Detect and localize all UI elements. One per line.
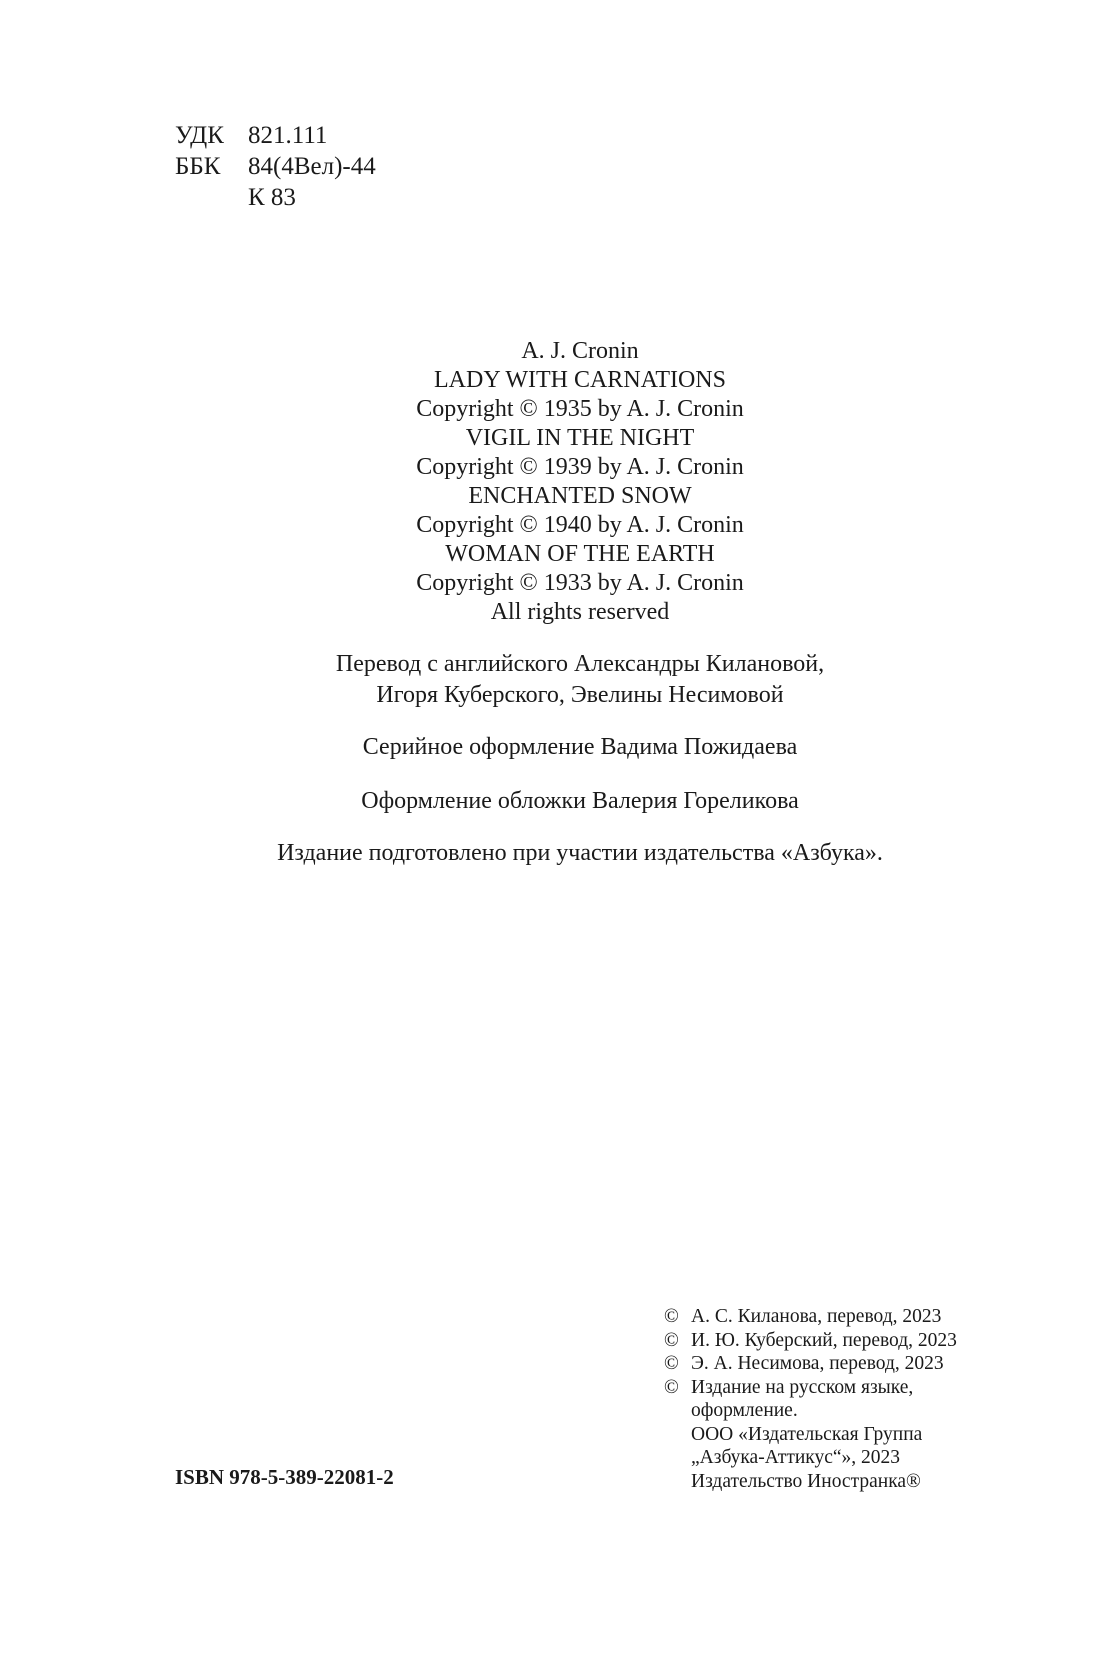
translation-credit	[0, 649, 1100, 711]
original-copyright-block	[0, 337, 1100, 627]
publisher-note	[0, 838, 1100, 868]
copyright-notes	[664, 1305, 957, 1493]
udk-value: 821.111	[248, 122, 328, 149]
translation-credit-line2: Игоря Куберского, Эвелины Несимовой	[376, 682, 784, 708]
udk-label: УДК	[175, 122, 224, 149]
bbk-label: ББК	[175, 153, 221, 180]
copyright-note-continuation: „Азбука-Аттикус“», 2023	[691, 1447, 901, 1468]
copyright-note	[664, 1352, 957, 1376]
copyright-note-continuation: оформление.	[691, 1400, 798, 1421]
work-copyright-notice: Copyright © 1940 by A. J. Cronin	[416, 512, 744, 538]
copyright-symbol: ©	[664, 1376, 679, 1398]
work-copyright-notice: Copyright © 1939 by A. J. Cronin	[416, 454, 744, 480]
copyright-note-text: Издание на русском языке,	[691, 1376, 914, 1398]
copyright-symbol: ©	[664, 1329, 679, 1351]
copyright-note	[664, 1376, 957, 1400]
copyright-note-continuation: ООО «Издательская Группа	[691, 1423, 923, 1445]
copyright-note-text: Э. А. Несимова, перевод, 2023	[691, 1353, 944, 1374]
work-title: ENCHANTED SNOW	[468, 483, 692, 509]
cover-design-text: Оформление обложки Валерия Гореликова	[361, 788, 799, 814]
original-author: A. J. Cronin	[521, 338, 639, 364]
copyright-note	[664, 1329, 957, 1353]
copyright-note-text: И. Ю. Куберский, перевод, 2023	[691, 1329, 957, 1351]
work-copyright-notice: Copyright © 1935 by A. J. Cronin	[416, 396, 744, 422]
work-title: WOMAN OF THE EARTH	[445, 541, 715, 567]
copyright-note-continuation: Издательство Иностранка®	[691, 1470, 921, 1492]
author-mark-row	[175, 182, 376, 213]
copyright-note	[664, 1305, 957, 1329]
publisher-note-text: Издание подготовлено при участии издательства «Азбука».	[277, 840, 883, 866]
copyright-note-text: А. С. Киланова, перевод, 2023	[691, 1306, 942, 1327]
author-mark: К 83	[248, 184, 296, 211]
series-design-text: Серийное оформление Вадима Пожидаева	[362, 734, 798, 760]
work-title: LADY WITH CARNATIONS	[434, 367, 726, 393]
copyright-symbol: ©	[664, 1353, 679, 1374]
bbk-value: 84(4Вел)-44	[248, 153, 376, 180]
work-copyright-notice: Copyright © 1933 by A. J. Cronin	[416, 570, 744, 596]
series-design-credit	[0, 732, 1100, 762]
rights-reserved: All rights reserved	[490, 599, 670, 625]
isbn: ISBN 978-5-389-22081-2	[175, 1465, 394, 1489]
copyright-symbol: ©	[664, 1306, 679, 1327]
work-title: VIGIL IN THE NIGHT	[465, 425, 695, 451]
classification-block	[175, 120, 376, 213]
bbk-row	[175, 151, 376, 182]
translation-credit-line1: Перевод с английского Александры Килановой,	[335, 651, 825, 677]
cover-design-credit	[0, 786, 1100, 816]
udk-row	[175, 120, 376, 151]
